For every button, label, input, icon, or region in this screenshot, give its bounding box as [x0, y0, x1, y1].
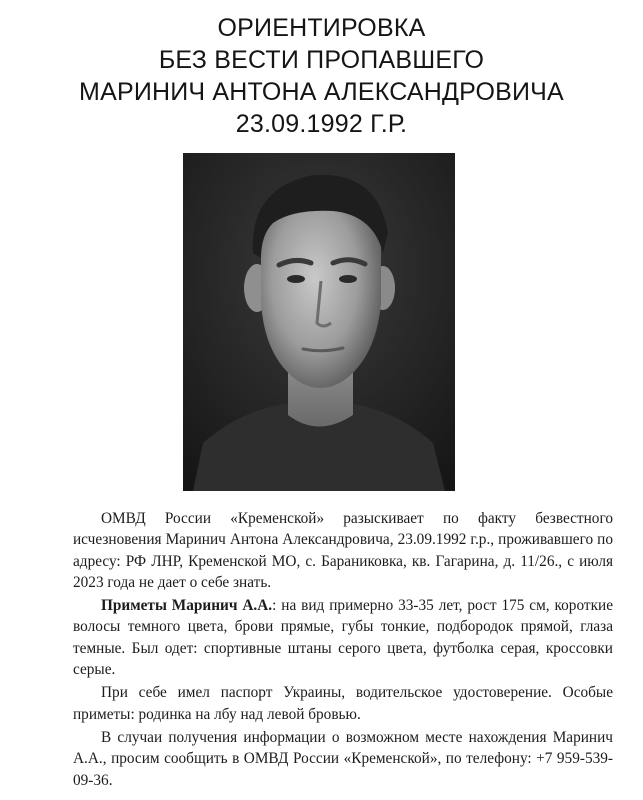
- paragraph-documents: При себе имел паспорт Украины, водительское удостоверение. Особые приметы: родинка на лбу над левой бровью.: [73, 684, 613, 723]
- description-label: Приметы Маринич А.А.: [101, 597, 273, 615]
- title-line-2: БЕЗ ВЕСТИ ПРОПАВШЕГО: [158, 46, 485, 74]
- missing-person-photo: [183, 153, 455, 491]
- portrait-image: [183, 153, 455, 491]
- paragraph-description: [73, 595, 613, 680]
- title-line-1: ОРИЕНТИРОВКА: [217, 14, 426, 42]
- title-line-3: МАРИНИЧ АНТОНА АЛЕКСАНДРОВИЧА: [79, 78, 564, 106]
- notice-body: [73, 508, 613, 791]
- paragraph-contact: В случаи получения информации о возможном месте нахождения Маринич А.А., просим сообщить в ОМВД России «Кременской», по телефону: +7 959-539-09-36.: [73, 728, 613, 789]
- title-line-4: 23.09.1992 Г.Р.: [235, 110, 408, 138]
- description-text: : на вид примерно 33-35 лет, рост 175 см, короткие волосы темного цвета, брови прямые, губы тонкие, подбородок прямой, глаза темные. Был одет: спортивные штаны серого цвета, футболка серая, кроссовки серые.: [73, 597, 613, 679]
- paragraph-search-notice: ОМВД России «Кременской» разыскивает по факту безвестного исчезновения Маринич Антона Александровича, 23.09.1992 г.р., проживавшего по адресу: РФ ЛНР, Кременской МО, с. Бараниковка, кв. Гагарина, д. 11/26., с июля 2023 года не дает о себе знать.: [73, 510, 613, 591]
- notice-title: [0, 12, 643, 140]
